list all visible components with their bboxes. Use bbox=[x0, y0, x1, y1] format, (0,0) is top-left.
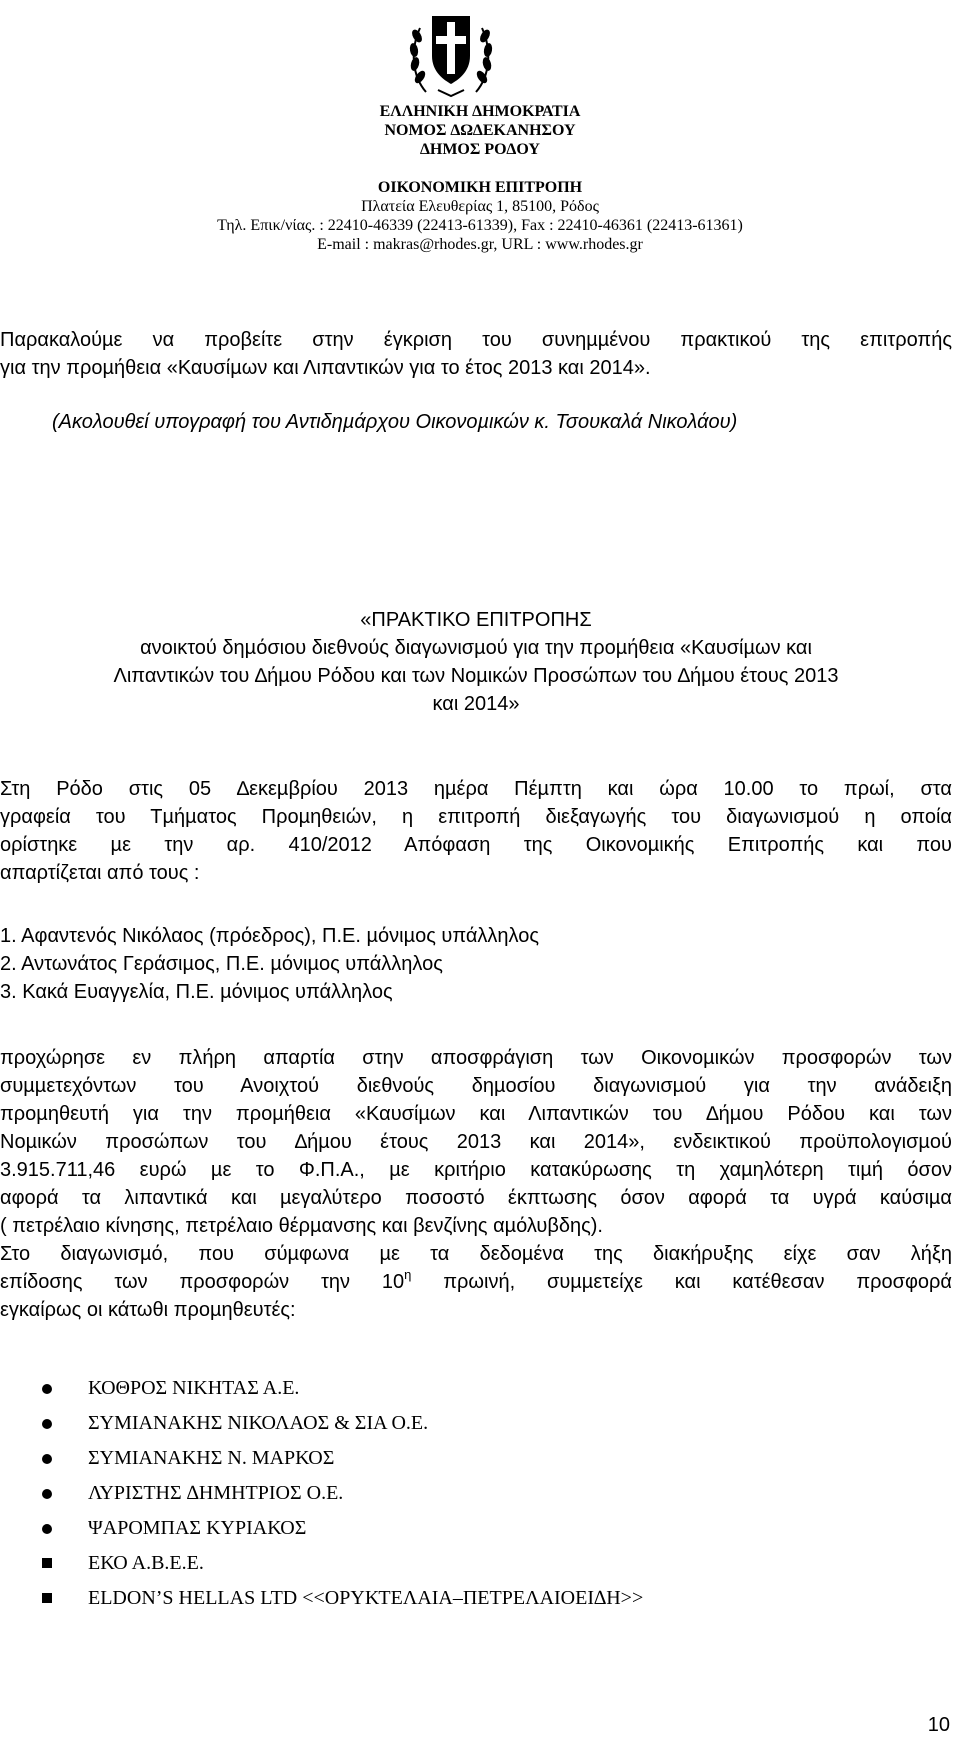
proceedings-paragraph bbox=[0, 1044, 952, 1324]
member-item: 3. Κακά Ευαγγελία, Π.Ε. µόνιµος υπάλληλος bbox=[0, 981, 393, 1003]
minutes-title bbox=[0, 606, 952, 718]
body-line: εγκαίρως οι κάτωθι προµηθευτές: bbox=[0, 1299, 296, 1321]
supplier-item: ΣΥΜΙΑΝΑΚΗΣ ΝΙΚΟΛΑΟΣ & ΣΙΑ Ο.Ε. bbox=[0, 1406, 952, 1441]
meeting-line: Στη Ρόδο στις 05 ∆εκεµβρίου 2013 ηµέρα Πέµπτη και ώρα 10.00 το πρωί, στα bbox=[0, 778, 952, 800]
body-line: προµηθευτή για την προµήθεια «Καυσίµων και Λιπαντικών του ∆ήµου Ρόδου και των bbox=[0, 1103, 952, 1125]
body-line-part: επίδοσης των προσφορών την 10 bbox=[0, 1271, 405, 1293]
minutes-title-line: ανοικτού δηµόσιου διεθνούς διαγωνισµού για την προµήθεια «Καυσίµων και bbox=[140, 637, 812, 659]
supplier-list bbox=[0, 1371, 952, 1616]
supplier-item: ΛΥΡΙΣΤΗΣ ∆ΗΜΗΤΡΙΟΣ Ο.Ε. bbox=[0, 1476, 952, 1511]
minutes-title-line: «ΠΡΑΚΤΙΚΟ ΕΠΙΤΡΟΠΗΣ bbox=[360, 609, 592, 631]
bullet-icon bbox=[42, 1489, 52, 1499]
supplier-item: ΨΑΡΟΜΠΑΣ ΚΥΡΙΑΚΟΣ bbox=[0, 1511, 952, 1546]
minutes-title-line: και 2014» bbox=[432, 693, 520, 715]
supplier-item: ΕΚΟ Α.Β.Ε.Ε. bbox=[0, 1546, 952, 1581]
signature-note: (Ακολουθεί υπογραφή του Αντιδηµάρχου Οικονοµικών κ. Τσουκαλά Νικολάου) bbox=[52, 411, 738, 433]
meeting-line: απαρτίζεται από τους : bbox=[0, 862, 200, 884]
letterhead-republic: ΕΛΛΗΝΙΚΗ ∆ΗΜΟΚΡΑΤΙΑ bbox=[379, 103, 581, 120]
letterhead-committee: ΟΙΚΟΝΟΜΙΚΗ ΕΠΙΤΡΟΠΗ bbox=[377, 179, 583, 196]
letterhead-municipality: ∆ΗΜΟΣ ΡΟ∆ΟΥ bbox=[420, 141, 540, 158]
body-line: Στο διαγωνισµό, που σύµφωνα µε τα δεδοµένα της διακήρυξης είχε σαν λήξη bbox=[0, 1243, 952, 1265]
page-number: 10 bbox=[927, 1714, 950, 1736]
bullet-icon bbox=[42, 1454, 52, 1464]
body-line bbox=[0, 1268, 952, 1296]
supplier-item: ELDON’S HELLAS LTD <<ΟΡΥΚΤΕΛΑΙΑ–ΠΕΤΡΕΛΑΙΟΕΙ∆Η>> bbox=[0, 1581, 952, 1616]
greek-coat-of-arms-emblem bbox=[408, 6, 494, 98]
bullet-icon bbox=[42, 1384, 52, 1394]
member-item: 1. Αφαντενός Νικόλαος (πρόεδρος), Π.Ε. µόνιµος υπάλληλος bbox=[0, 925, 540, 947]
letterhead-phone: Τηλ. Επικ/νίας. : 22410-46339 (22413-61339), Fax : 22410-46361 (22413-61361) bbox=[217, 217, 743, 234]
body-line: συµµετεχόντων του Ανοιχτού διεθνούς δηµοσίου διαγωνισµού για την ανάδειξη bbox=[0, 1075, 952, 1097]
body-line: ( πετρέλαιο κίνησης, πετρέλαιο θέρµανσης και βενζίνης αµόλυβδης). bbox=[0, 1215, 603, 1237]
meeting-paragraph bbox=[0, 775, 952, 887]
bullet-icon bbox=[42, 1419, 52, 1429]
minutes-title-line: Λιπαντικών του ∆ήµου Ρόδου και των Νοµικών Προσώπων του ∆ήµου έτους 2013 bbox=[113, 665, 839, 687]
superscript: η bbox=[404, 1267, 412, 1282]
committee-members bbox=[0, 922, 952, 1006]
member-item: 2. Αντωνάτος Γεράσιµος, Π.Ε. µόνιµος υπάλληλος bbox=[0, 953, 443, 975]
letterhead-email: E-mail : makras@rhodes.gr, URL : www.rhodes.gr bbox=[317, 236, 643, 253]
meeting-line: γραφεία του Τµήµατος Προµηθειών, η επιτροπή διεξαγωγής του διαγωνισµού η οποία bbox=[0, 806, 952, 828]
body-line-part: πρωινή, συµµετείχε και κατέθεσαν προσφορά bbox=[411, 1271, 952, 1293]
intro-line: Παρακαλούµε να προβείτε στην έγκριση του συνηµµένου πρακτικού της επιτροπής bbox=[0, 329, 952, 351]
body-line: 3.915.711,46 ευρώ µε το Φ.Π.Α., µε κριτήριο κατακύρωσης τη χαµηλότερη τιµή όσον bbox=[0, 1159, 952, 1181]
letterhead bbox=[0, 102, 960, 254]
body-line: προχώρησε εν πλήρη απαρτία στην αποσφράγιση των Οικονοµικών προσφορών των bbox=[0, 1047, 952, 1069]
square-bullet-icon bbox=[42, 1558, 52, 1568]
letterhead-address: Πλατεία Ελευθερίας 1, 85100, Ρόδος bbox=[361, 198, 599, 215]
letterhead-prefecture: ΝΟΜΟΣ ∆Ω∆ΕΚΑΝΗΣΟΥ bbox=[384, 122, 576, 139]
intro-line: για την προµήθεια «Καυσίµων και Λιπαντικών για το έτος 2013 και 2014». bbox=[0, 357, 651, 379]
meeting-line: ορίστηκε µε την αρ. 410/2012 Απόφαση της Οικονοµικής Επιτροπής και που bbox=[0, 834, 952, 856]
supplier-item: ΚΟΘΡΟΣ ΝΙΚΗΤΑΣ Α.Ε. bbox=[0, 1371, 952, 1406]
intro-paragraph bbox=[0, 326, 952, 382]
body-line: αφορά τα λιπαντικά και µεγαλύτερο ποσοστό έκπτωσης όσον αφορά τα υγρά καύσιµα bbox=[0, 1187, 952, 1209]
supplier-item: ΣΥΜΙΑΝΑΚΗΣ Ν. ΜΑΡΚΟΣ bbox=[0, 1441, 952, 1476]
square-bullet-icon bbox=[42, 1593, 52, 1603]
bullet-icon bbox=[42, 1524, 52, 1534]
body-line: Νοµικών προσώπων του ∆ήµου έτους 2013 και 2014», ενδεικτικού προϋπολογισµού bbox=[0, 1131, 952, 1153]
